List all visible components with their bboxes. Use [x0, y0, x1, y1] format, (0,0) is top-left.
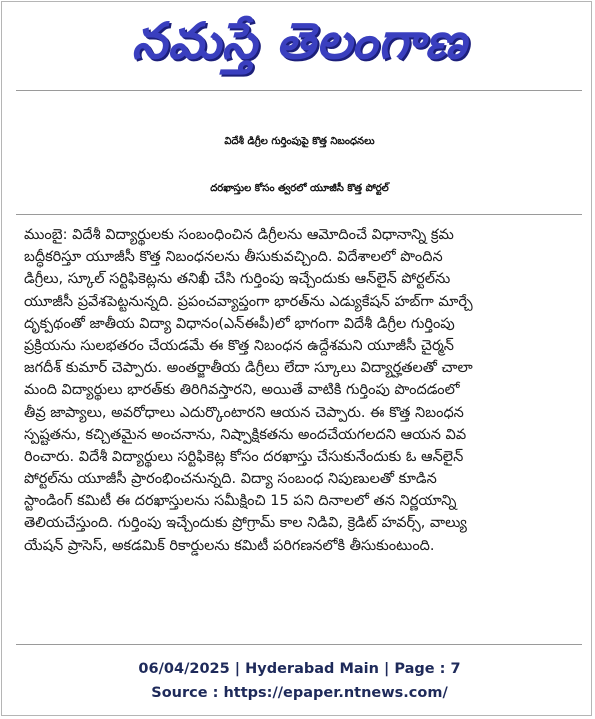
article-line: బద్ధీకరిస్తూ యూజీసీ కొత్త నిబంధనలను తీసుకువచ్చింది. విదేశాలలో పొందిన — [24, 249, 443, 266]
article-line: ముంబై: విదేశీ విద్యార్థులకు సంబంధించిన డిగ్రీలను ఆమోదించే విధానాన్ని క్రమ — [24, 227, 454, 243]
article-line: తీవ్ర జాప్యాలు, అవరోధాలు ఎదుర్కొంటారని ఆయన చెప్పారు. ఈ కొత్త నిబంధన — [24, 404, 464, 421]
article-line: తెలియచేస్తుంది. గుర్తింపు ఇచ్చేందుకు ప్రోగ్రామ్ కాల నిడివి, క్రెడిట్ హవర్స్, వాల్యు — [24, 515, 467, 532]
article-subheadline: దరఖాస్తుల కోసం త్వరలో యూజీసీ కొత్త పోర్టల్ — [210, 183, 389, 194]
article-line: యూజీసీ ప్రవేశపెట్టనున్నది. ప్రపంచవ్యాప్తంగా భారత్‌ను ఎడ్యుకేషన్ హబ్‌గా మార్చే — [24, 293, 473, 310]
article-line: యేషన్ ప్రాసెస్, అకడమిక్ రికార్డులను కమిటీ పరిగణనలోకి తీసుకుంటుంది. — [24, 537, 435, 554]
article-line: పోర్టల్‌ను యూజీసీ ప్రారంభించనున్నది. విద్యా సంబంధ నిపుణులతో కూడిన — [24, 471, 437, 488]
newspaper-masthead — [2, 6, 595, 80]
article-line: స్పష్టతను, కచ్చితమైన అంచనాను, నిష్పాక్షికతను అందచేయగలదని ఆయన వివ — [24, 426, 467, 443]
headline-divider — [16, 214, 582, 215]
clipping-frame — [1, 1, 592, 716]
article-line: ప్రక్రియను సులభతరం చేయడమే ఈ కొత్త నిబంధన ఉద్దేశమని యూజీసీ చైర్మన్ — [24, 337, 454, 354]
article-line: డిగ్రీలు, స్కూల్ సర్టిఫికెట్లను తనిఖీ చేసి గుర్తింపు ఇచ్చేందుకు ఆన్‌లైన్ పోర్టల్‌ను — [24, 271, 451, 288]
article-line: జగదీశ్ కుమార్ చెప్పారు. అంతర్జాతీయ డిగ్రీలు లేదా స్కూలు విద్యార్హతలతో చాలా — [24, 360, 473, 377]
source-link[interactable]: Source : https://epaper.ntnews.com/ — [151, 685, 448, 701]
article-line: మంది విద్యార్థులు భారత్‌కు తిరిగివస్తారని, అయితే వాటికి గుర్తింపు పొందడంలో — [24, 382, 460, 399]
footer-divider — [16, 644, 582, 645]
article-headline: విదేశీ డిగ్రీల గుర్తింపుపై కొత్త నిబంధనలు — [224, 136, 375, 147]
article-body — [24, 224, 572, 628]
masthead-divider — [16, 90, 582, 91]
article-line: దృక్పథంతో జాతీయ విద్యా విధానం(ఎన్‌ఈపీ)లో భాగంగా విదేశీ డిగ్రీల గుర్తింపు — [24, 315, 455, 332]
article-line: స్టాండింగ్ కమిటీ ఈ దరఖాస్తులను సమీక్షించి 15 పని దినాలలో తన నిర్ణయాన్ని — [24, 493, 457, 510]
article-line: రించారు. విదేశీ విద్యార్థులు సర్టిఫికెట్ల కోసం దరఖాస్తు చేసుకునేందుకు ఓ ఆన్‌లైన్ — [24, 448, 464, 465]
masthead-logo-text: నమస్తే తెలంగాణ — [131, 12, 468, 70]
publication-info: 06/04/2025 | Hyderabad Main | Page : 7 — [138, 661, 461, 677]
